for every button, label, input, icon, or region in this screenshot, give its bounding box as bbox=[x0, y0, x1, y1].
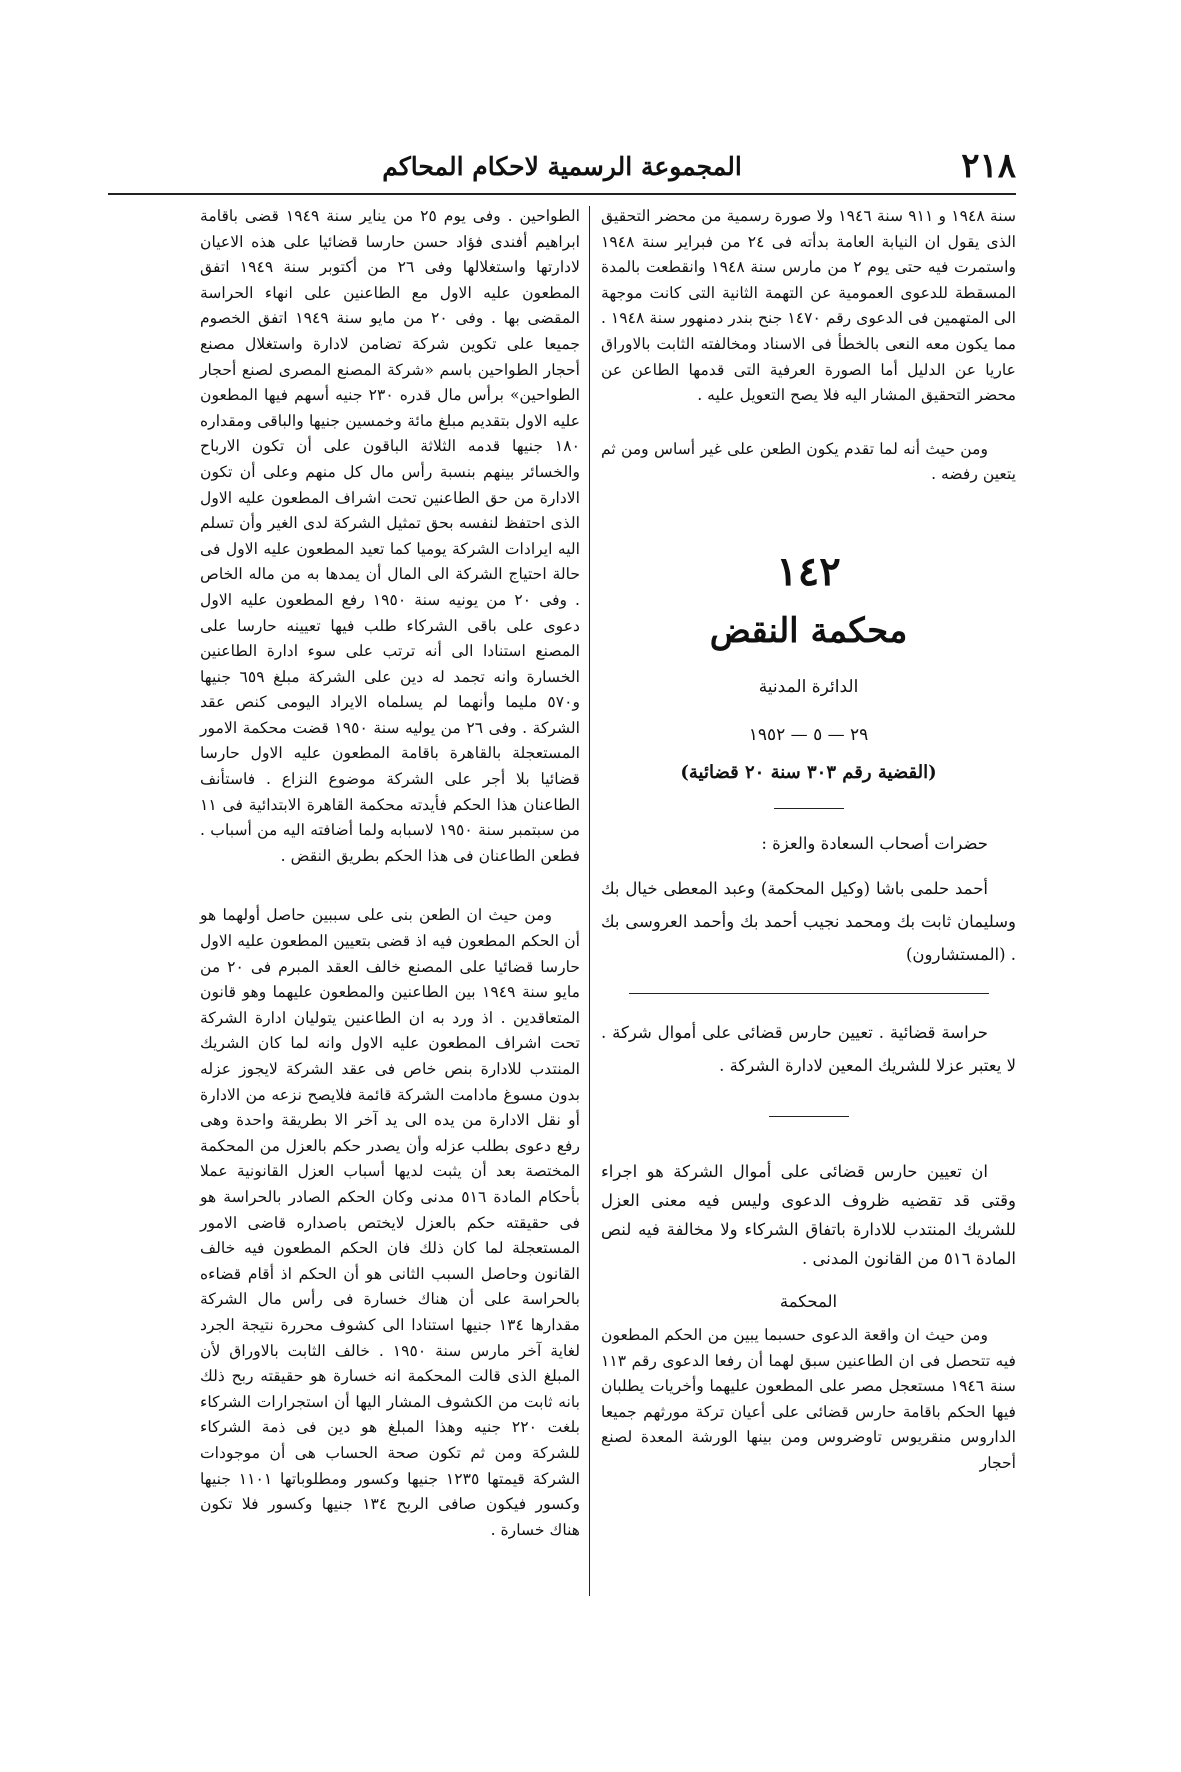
court-name: محكمة النقض bbox=[709, 610, 908, 651]
header-rule bbox=[108, 193, 1016, 195]
circuit-name: الدائرة المدنية bbox=[758, 676, 859, 697]
page-number: ٢١٨ bbox=[961, 146, 1016, 186]
separator-rule-long bbox=[629, 993, 989, 994]
case-summary: حراسة قضائية . تعيين حارس قضائى على أموال شركة . لا يعتبر عزلا للشريك المعين لادارة الشركة . bbox=[601, 1022, 1016, 1075]
reasoning-paragraph: ومن حيث ان الطعن بنى على سببين حاصل أولهما هو أن الحكم المطعون فيه اذ قضى بتعيين المطعون عليه الاول حارسا قضائيا على المصنع خالف العقد المبرم فى ٢٠ من مايو سنة ١٩٤٩ بين الطاعنين والمطعون عليهما وهو قانون المتعاقدين . اذ ورد به ان الطاعنين يتوليان ادارة الشركة تحت اشراف المطعون عليه الاول وانه لما كان الشريك المنتدب للادارة بنص خاص فى عقد الشركة لايجوز عزله بدون مسوغ مادامت الشركة قائمة فلايصح نزعه من الادارة أو نقل الادارة من يده الى يد آخر الا بطريقة واحدة وهى رفع دعوى بطلب عزله وأن يصدر حكم بالعزل من المحكمة المختصة بعد أن يثبت لديها أسباب العزل القانونية عملا بأحكام المادة ٥١٦ مدنى وكان الحكم الصادر بالحراسة هو فى حقيقته حكم بالعزل لايختص باصداره قاضى الامور المستعجلة لما كان ذلك فان الحكم المطعون فيه خالف القانون وحاصل السبب الثانى هو أن الحكم اذ أقام قضاءه بالحراسة على أن هناك خسارة فى رأس مال الشركة مقدارها ١٣٤ جنيها استنادا الى كشوف محررة نتيجة الجرد لغاية آخر مارس سنة ١٩٥٠ . خالف الثابت بالاوراق لأن المبلغ الذى قالت المحكمة انه خسارة هو حقيقته ربح ذلك بانه ثابت من الكشوف المشار اليها أن استجرارات الشركاء بلغت ٢٢٠ جنيه وهذا المبلغ هو دين فى ذمة الشركاء للشركة ومن ثم تكون صحة الحساب هى أن موجودات الشركة قيمتها ١٢٣٥ جنيها وكسور ومطلوباتها ١١٠١ جنيها وكسور فيكون صافى الربح ١٣٤ جنيها وكسور فلا تكون هناك خسارة . bbox=[200, 906, 580, 1539]
conclusion-paragraph: ومن حيث أنه لما تقدم يكون الطعن على غير أساس ومن ثم يتعين رفضه . bbox=[601, 439, 1016, 484]
right-column bbox=[601, 204, 1016, 1477]
legal-principle: ان تعيين حارس قضائى على أموال الشركة هو اجراء وقتى قد تقضيه ظروف الدعوى وليس فيه معنى العزل للشريك المنتدب للادارة باتفاق الشركاء ولا مخالفة فيه لنص المادة ٥١٦ من القانون المدنى . bbox=[601, 1161, 1016, 1268]
court-heading: المحكمة bbox=[779, 1291, 838, 1311]
intro-paragraph: سنة ١٩٤٨ و ٩١١ سنة ١٩٤٦ ولا صورة رسمية من محضر التحقيق الذى يقول ان النيابة العامة بدأته فى ٢٤ من فبراير سنة ١٩٤٨ واستمرت فيه حتى يوم ٢ من مارس سنة ١٩٤٨ وانقطعت بالمدة المسقطة للدعوى العمومية عن التهمة الثانية التى كانت موجهة الى المتهمين فى الدعوى رقم ١٤٧٠ جنح بندر دمنهور سنة ١٩٤٨ . مما يكون معه النعى بالخطأ فى الاسناد ومخالفته الثابت بالاوراق عاريا عن الدليل أما الصورة العرفية التى قدمها الطاعن عن محضر التحقيق المشار اليه فلا يصح التعويل عليه . bbox=[601, 207, 1017, 405]
left-column bbox=[200, 204, 580, 1543]
page-header bbox=[108, 146, 1016, 190]
case-number: ١٤٢ bbox=[776, 547, 841, 595]
case-reference: (القضية رقم ٣٠٣ سنة ٢٠ قضائية) bbox=[680, 761, 937, 783]
separator-rule-short bbox=[769, 1116, 849, 1117]
facts-paragraph: ومن حيث ان واقعة الدعوى حسبما يبين من الحكم المطعون فيه تتحصل فى ان الطاعنين سبق لهما أن رفعا الدعوى رقم ١١٣ سنة ١٩٤٦ مستعجل مصر على المطعون عليهما وأخريات يطلبان فيها الحكم باقامة حارس قضائى على أعيان تركة مورثهم جميعا الداروس منقريوس تاوضروس ومن بينها الورشة المعدة لصنع أحجار bbox=[601, 1325, 1016, 1472]
column-divider bbox=[589, 206, 590, 1596]
running-title: المجموعة الرسمية لاحكام المحاكم bbox=[382, 152, 742, 181]
judges-list: أحمد حلمى باشا (وكيل المحكمة) وعبد المعطى خيال بك وسليمان ثابت بك ومحمد نجيب أحمد بك وأحمد العروسى بك . (المستشارون) bbox=[601, 878, 1016, 964]
facts-continued: الطواحين . وفى يوم ٢٥ من يناير سنة ١٩٤٩ قضى باقامة ابراهيم أفندى فؤاد حسن حارسا قضائيا على هذه الاعيان لادارتها واستغلالها وفى ٢٦ من أكتوبر سنة ١٩٤٩ اتفق المطعون عليه الاول مع الطاعنين على انهاء الحراسة المقضى بها . وفى ٢٠ من مايو سنة ١٩٤٩ اتفق الخصوم جميعا على تكوين شركة تضامن لادارة واستغلال مصنع أحجار الطواحين باسم «شركة المصنع المصرى لصنع أحجار الطواحين» برأس مال قدره ٢٣٠ جنيه أسهم فيها المطعون عليه الاول بتقديم مبلغ مائة وخمسين جنيها والباقى ومقداره ١٨٠ جنيها قدمه الثلاثة الباقون على أن تكون الارباح والخسائر بينهم بنسبة رأس مال كل منهم وعلى أن تكون الادارة من حق الطاعنين تحت اشراف المطعون عليه الاول الذى احتفظ لنفسه بحق تمثيل الشركة لدى الغير وأن تسلم اليه ايرادات الشركة يوميا كما تعيد المطعون عليه الاول فى حالة احتياج الشركة الى المال أن يمدها به من ماله الخاص . وفى ٢٠ من يونيه سنة ١٩٥٠ رفع المطعون عليه الاول دعوى على باقى الشركاء طلب فيها تعيينه حارسا على المصنع استنادا الى أنه ترتب على سوء ادارة الطاعنين الخسارة وانه تجمد له دين على الشركة مبلغ ٦٥٩ جنيها و٥٧٠ مليما وأنهما لم يسلماه الايراد اليومى كنص عقد الشركة . وفى ٢٦ من يوليه سنة ١٩٥٠ قضت محكمة الامور المستعجلة بالقاهرة باقامة المطعون عليه الاول حارسا قضائيا بلا أجر على الشركة موضوع النزاع . فاستأنف الطاعنان هذا الحكم فأيدته محكمة القاهرة الابتدائية فى ١١ من سبتمبر سنة ١٩٥٠ لاسبابه ولما أضافته اليه من أسباب . فطعن الطاعنان فى هذا الحكم بطريق النقض . bbox=[200, 207, 581, 865]
judgment-date: ٢٩ — ٥ — ١٩٥٢ bbox=[748, 724, 869, 745]
presence-line: حضرات أصحاب السعادة والعزة : bbox=[761, 833, 988, 853]
separator-rule bbox=[774, 808, 844, 809]
